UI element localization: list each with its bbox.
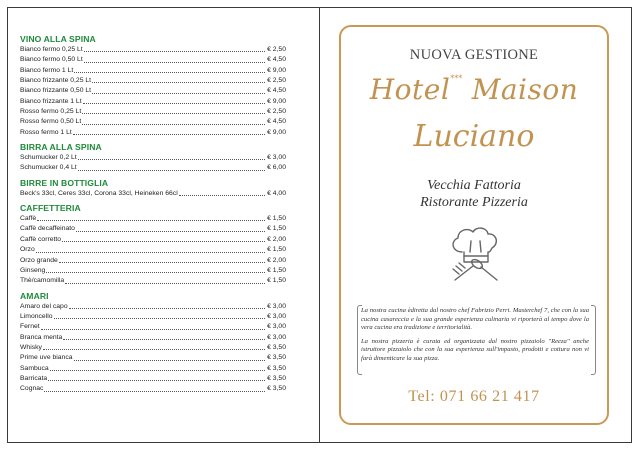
- dot-leader: [84, 51, 265, 52]
- menu-item: [20, 86, 286, 96]
- item-name: Limoncello: [20, 312, 53, 320]
- menu-item: [20, 322, 286, 332]
- menu-section: [20, 34, 286, 138]
- subtitle-fattoria: Vecchia Fattoria: [427, 178, 521, 193]
- menu-item: [20, 256, 286, 266]
- item-price: € 3,50: [267, 364, 286, 372]
- menu-item: [20, 117, 286, 127]
- item-price: € 4,50: [267, 56, 286, 64]
- dot-leader: [83, 103, 266, 104]
- item-name: Rosso fermo 0,25 Lt: [20, 108, 82, 116]
- menu-item: [20, 66, 286, 76]
- item-name: Cognac: [20, 385, 44, 393]
- item-name: Bianco frizzante 0,25 Lt: [20, 77, 92, 85]
- menu-item: [20, 224, 286, 234]
- menu-item: [20, 55, 286, 65]
- menu-section: [20, 203, 286, 286]
- menu-item: [20, 353, 286, 363]
- description: [361, 307, 589, 368]
- dot-leader: [43, 349, 265, 350]
- item-price: € 4,00: [267, 189, 286, 197]
- dot-leader: [41, 329, 265, 330]
- menu-item: [20, 76, 286, 86]
- item-name: Rosso fermo 1 Lt: [20, 128, 72, 136]
- item-price: € 9,00: [267, 128, 286, 136]
- item-price: € 2,50: [267, 46, 286, 53]
- drinks-menu-page: [20, 30, 286, 398]
- item-price: € 1,50: [267, 225, 286, 233]
- item-name: Ginseng: [20, 266, 46, 274]
- section-title: BIRRE IN BOTTIGLIA: [20, 177, 109, 188]
- menu-item: [20, 214, 286, 224]
- item-name: Bianco frizzante 0,50 Lt: [20, 87, 92, 95]
- menu-item: [20, 333, 286, 343]
- menu-item: [20, 163, 286, 173]
- chef-hat-cutlery-icon: [445, 222, 507, 282]
- item-name: Whisky: [20, 343, 42, 351]
- dot-leader: [65, 283, 265, 284]
- item-price: € 1,50: [267, 266, 286, 274]
- item-name: Bianco fermo 1 Lt: [20, 66, 74, 74]
- item-price: € 3,00: [267, 312, 286, 320]
- item-price: € 3,50: [267, 385, 286, 393]
- section-title: BIRRA ALLA SPINA: [20, 142, 102, 153]
- menu-section: [20, 178, 286, 199]
- section-title: CAFFETTERIA: [20, 203, 81, 214]
- item-name: Branca menta: [20, 333, 63, 341]
- dot-leader: [54, 318, 266, 319]
- item-name: Caffè: [20, 215, 37, 223]
- item-price: € 1,50: [267, 215, 286, 223]
- dot-leader: [84, 62, 265, 63]
- hotel-name: [341, 73, 607, 106]
- menu-item: [20, 266, 286, 276]
- luciano-word: Luciano: [413, 119, 535, 154]
- dot-leader: [59, 262, 265, 263]
- item-name: Caffè corretto: [20, 235, 62, 243]
- item-price: € 4,50: [267, 87, 286, 95]
- section-title: VINO ALLA SPINA: [20, 34, 96, 44]
- menu-item: [20, 128, 286, 138]
- item-price: € 3,50: [267, 374, 286, 382]
- menu-item: [20, 384, 286, 394]
- item-price: € 3,00: [267, 154, 286, 162]
- item-price: € 2,50: [267, 77, 286, 85]
- dot-leader: [37, 220, 265, 221]
- item-price: € 2,00: [267, 235, 286, 243]
- description-pizzeria: La nostra pizzeria è curata ed organizzata dal nostro pizzaiolo "Reeza" anche istruttore pizzaiolo che con la sua esperienza sull'impasto, prodotti e cottura non vi farà dimenticare la sua pizza.: [361, 337, 589, 362]
- item-name: Rosso fermo 0,50 Lt: [20, 118, 82, 126]
- menu-item: [20, 189, 286, 199]
- dot-leader: [74, 72, 265, 73]
- menu-item: [20, 364, 286, 374]
- menu-item: [20, 245, 286, 255]
- dot-leader: [78, 170, 265, 171]
- item-price: € 6,00: [267, 164, 286, 172]
- dot-leader: [46, 272, 265, 273]
- dot-leader: [74, 360, 266, 361]
- maison-word: Maison: [471, 73, 579, 106]
- dot-leader: [82, 113, 265, 114]
- dot-leader: [63, 339, 265, 340]
- menu-item: [20, 107, 286, 117]
- item-name: Bianco fermo 0,50 Lt: [20, 56, 83, 64]
- telephone: Tel: 071 66 21 417: [408, 388, 540, 405]
- dot-leader: [62, 241, 265, 242]
- item-price: € 2,50: [267, 108, 286, 116]
- item-price: € 3,50: [267, 354, 286, 362]
- dot-leader: [50, 370, 265, 371]
- item-price: € 3,00: [267, 333, 286, 341]
- dot-leader: [92, 93, 265, 94]
- dot-leader: [179, 195, 265, 196]
- new-management-heading: NUOVA GESTIONE: [409, 47, 539, 63]
- dot-leader: [48, 380, 265, 381]
- item-name: Schumucker 0,4 Lt: [20, 164, 77, 172]
- dot-leader: [76, 231, 265, 232]
- menu-item: [20, 97, 286, 107]
- hotel-stars: ***: [450, 74, 463, 83]
- item-name: Bianco fermo 0,25 Lt: [20, 46, 83, 53]
- menu-section: [20, 291, 286, 395]
- item-price: € 9,00: [267, 66, 286, 74]
- item-name: Amaro del capo: [20, 302, 68, 310]
- menu-item: [20, 235, 286, 245]
- item-name: Sambuca: [20, 364, 49, 372]
- item-name: Thè/camomilla: [20, 277, 65, 285]
- description-chef: La nostra cucina èdiretta dal nostro chef Fabrizio Perri. Masterchef 7, che con la sua cucina casareccia e la sua grande esperienza culinaria vi riporterà al tempo dove la vera cucina era tradizione e territorialità.: [361, 307, 589, 331]
- menu-item: [20, 302, 286, 312]
- dot-leader: [36, 252, 265, 253]
- menu-item: [20, 343, 286, 353]
- menu-item: [20, 276, 286, 286]
- menu-item: [20, 153, 286, 163]
- dot-leader: [78, 159, 265, 160]
- dot-leader: [82, 124, 265, 125]
- item-price: € 3,00: [267, 323, 286, 331]
- item-name: Barricata: [20, 374, 48, 382]
- item-name: Schumucker 0,2 Lt: [20, 154, 77, 162]
- item-price: € 3,50: [267, 343, 286, 351]
- item-price: € 9,00: [267, 97, 286, 105]
- item-price: € 1,50: [267, 246, 286, 254]
- item-price: € 4,50: [267, 118, 286, 126]
- item-name: Beck's 33cl, Ceres 33cl, Corona 33cl, Heineken 66cl: [20, 189, 178, 197]
- item-price: € 2,00: [267, 256, 286, 264]
- dot-leader: [73, 134, 265, 135]
- dot-leader: [44, 391, 265, 392]
- section-title: AMARI: [20, 290, 49, 301]
- menu-section: [20, 142, 286, 174]
- fold-line: [319, 8, 320, 442]
- menu-item: [20, 312, 286, 322]
- desc-bracket-right: [591, 305, 596, 375]
- hotel-word: Hotel: [369, 73, 451, 106]
- menu-item: [20, 374, 286, 384]
- item-name: Fernet: [20, 323, 40, 331]
- subtitle-ristorante: Ristorante Pizzeria: [420, 195, 528, 210]
- item-name: Prime uve bianca: [20, 354, 73, 362]
- menu-item: [20, 45, 286, 55]
- cover-card: [339, 25, 609, 425]
- item-name: Orzo grande: [20, 256, 58, 264]
- dot-leader: [69, 308, 265, 309]
- item-name: Bianco frizzante 1 Lt: [20, 97, 82, 105]
- item-price: € 3,00: [267, 302, 286, 310]
- item-price: € 1,50: [267, 277, 286, 285]
- item-name: Orzo: [20, 246, 35, 254]
- dot-leader: [92, 82, 265, 83]
- item-name: Caffè decaffeinato: [20, 225, 75, 233]
